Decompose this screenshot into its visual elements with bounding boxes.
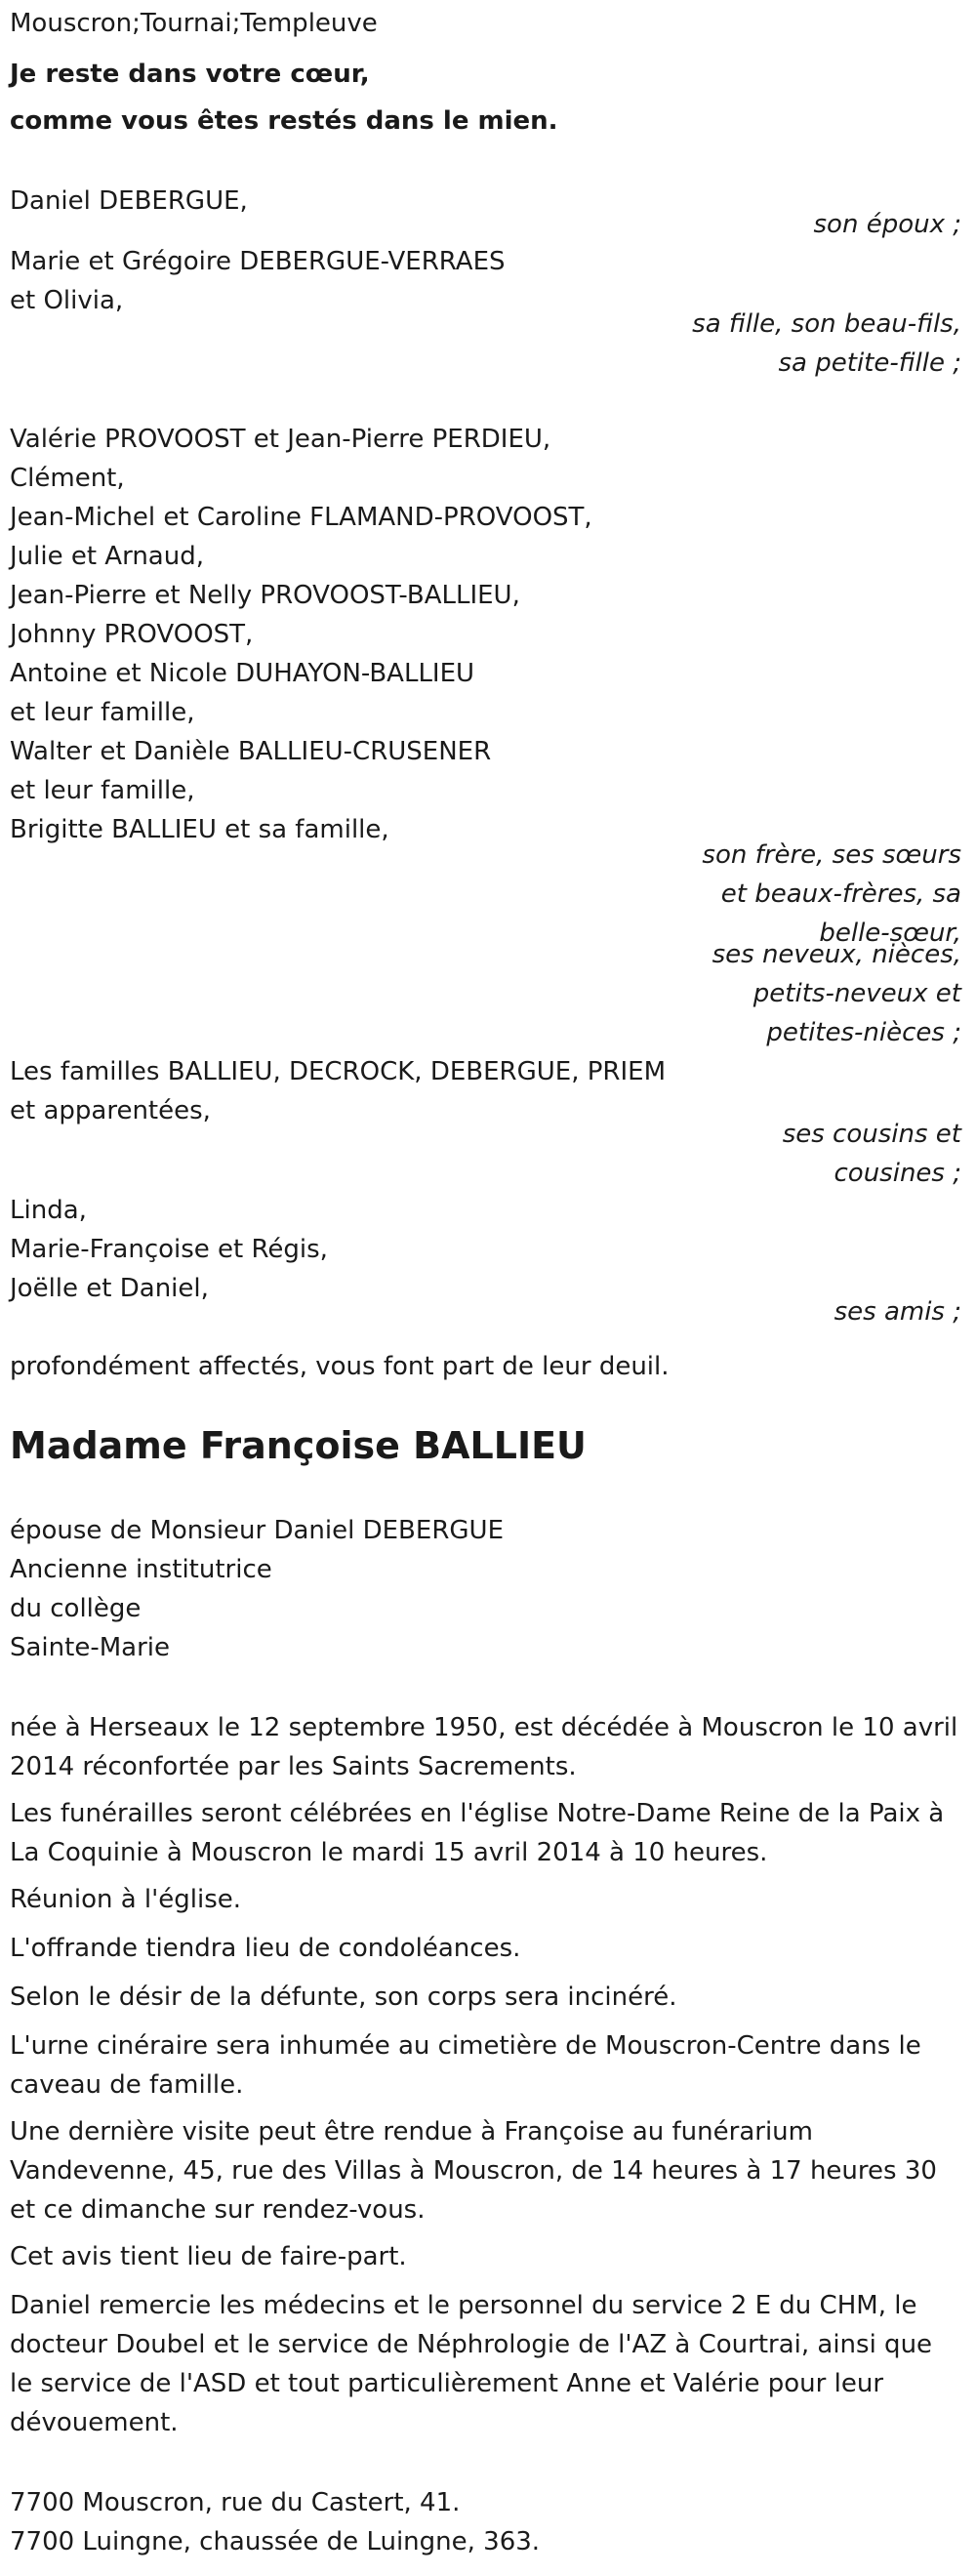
family-name: Linda, [10, 1196, 87, 1225]
paragraph-line: 2014 réconfortée par les Saints Sacrements. [10, 1752, 577, 1781]
deceased-detail: Ancienne institutrice [10, 1555, 272, 1584]
paragraph-line: Une dernière visite peut être rendue à Françoise au funérarium [10, 2117, 813, 2147]
family-name: Jean-Pierre et Nelly PROVOOST-BALLIEU, [10, 581, 520, 610]
deceased-detail: Sainte-Marie [10, 1633, 170, 1662]
paragraph-line: Selon le désir de la défunte, son corps sera incinéré. [10, 1983, 677, 2012]
family-name: Marie-Françoise et Régis, [10, 1235, 328, 1264]
family-name: Johnny PROVOOST, [10, 620, 254, 649]
family-name: Joëlle et Daniel, [10, 1274, 209, 1303]
paragraph-line: dévouement. [10, 2408, 179, 2437]
paragraph-line: Les funérailles seront célébrées en l'église Notre-Dame Reine de la Paix à [10, 1799, 945, 1828]
family-name: Les familles BALLIEU, DECROCK, DEBERGUE, PRIEM [10, 1057, 667, 1086]
paragraph-line: L'urne cinéraire sera inhumée au cimetière de Mouscron-Centre dans le [10, 2031, 921, 2061]
locations: Mouscron;Tournai;Templeuve [10, 9, 378, 38]
quote-line-2: comme vous êtes restés dans le mien. [10, 106, 558, 136]
announcement: profondément affectés, vous font part de leur deuil. [10, 1352, 670, 1381]
paragraph-line: née à Herseaux le 12 septembre 1950, est décédée à Mouscron le 10 avril [10, 1713, 958, 1742]
family-relation: ses neveux, nièces, petits-neveux et petites-nièces ; [712, 940, 961, 1047]
family-name: Walter et Danièle BALLIEU-CRUSENER [10, 737, 492, 766]
family-relation: ses cousins et cousines ; [782, 1120, 961, 1188]
family-name: Julie et Arnaud, [10, 542, 204, 571]
family-relation: son époux ; [813, 210, 961, 239]
paragraph-line: La Coquinie à Mouscron le mardi 15 avril 2014 à 10 heures. [10, 1838, 768, 1867]
deceased-detail: du collège [10, 1594, 142, 1623]
paragraph-line: caveau de famille. [10, 2070, 244, 2100]
paragraph-line: Daniel remercie les médecins et le personnel du service 2 E du CHM, le [10, 2291, 917, 2320]
quote-line-1: Je reste dans votre cœur, [10, 60, 370, 89]
family-name: Clément, [10, 464, 125, 493]
family-name: Jean-Michel et Caroline FLAMAND-PROVOOST, [10, 503, 592, 532]
family-relation: ses amis ; [834, 1297, 961, 1327]
deceased-name: Madame Françoise BALLIEU [10, 1424, 587, 1467]
family-relation: son frère, ses sœurs et beaux-frères, sa belle-sœur, [702, 840, 961, 948]
paragraph-line: Cet avis tient lieu de faire-part. [10, 2242, 407, 2271]
address: 7700 Luingne, chaussée de Luingne, 363. [10, 2527, 541, 2556]
paragraph-line: Vandevenne, 45, rue des Villas à Mouscron, de 14 heures à 17 heures 30 [10, 2156, 937, 2186]
family-name: Brigitte BALLIEU et sa famille, [10, 815, 389, 844]
family-name: et leur famille, [10, 698, 195, 727]
paragraph-line: Réunion à l'église. [10, 1885, 242, 1914]
family-name: Valérie PROVOOST et Jean-Pierre PERDIEU, [10, 425, 551, 454]
paragraph-line: docteur Doubel et le service de Néphrologie de l'AZ à Courtrai, ainsi que [10, 2330, 933, 2359]
paragraph-line: L'offrande tiendra lieu de condoléances. [10, 1934, 521, 1963]
family-name: et leur famille, [10, 776, 195, 805]
family-name: Marie et Grégoire DEBERGUE-VERRAES [10, 247, 506, 276]
deceased-detail: épouse de Monsieur Daniel DEBERGUE [10, 1516, 504, 1545]
family-name: et Olivia, [10, 286, 124, 315]
family-name: Daniel DEBERGUE, [10, 186, 248, 216]
family-name: Antoine et Nicole DUHAYON-BALLIEU [10, 659, 475, 688]
paragraph-line: et ce dimanche sur rendez-vous. [10, 2195, 426, 2225]
address: 7700 Mouscron, rue du Castert, 41. [10, 2488, 461, 2517]
family-relation: sa fille, son beau-fils, sa petite-fille ; [692, 309, 961, 378]
paragraph-line: le service de l'ASD et tout particulièrement Anne et Valérie pour leur [10, 2369, 884, 2398]
family-name: et apparentées, [10, 1096, 211, 1125]
